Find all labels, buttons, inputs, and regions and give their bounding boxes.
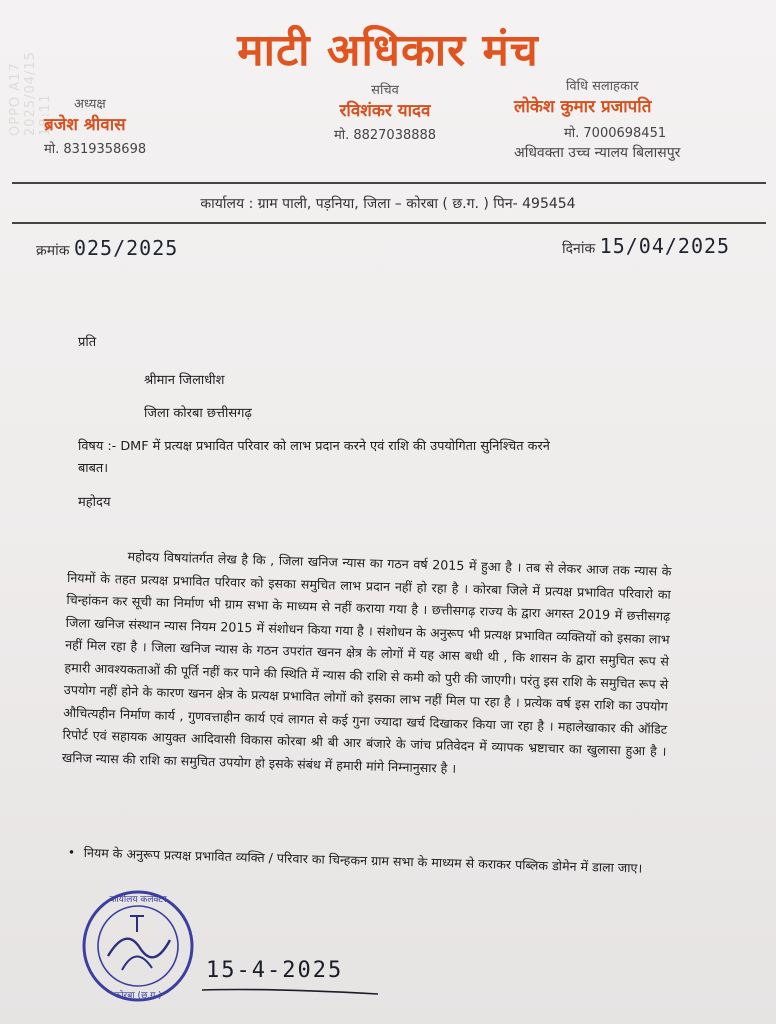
body-paragraph xyxy=(62,544,672,786)
header-divider-bottom xyxy=(12,222,766,224)
reference-number xyxy=(36,236,178,260)
legal-advisor-name: लोकेश कुमार प्रजापति xyxy=(514,97,652,117)
signature-underline-icon xyxy=(200,984,380,1004)
secretary-role: सचिव xyxy=(371,83,399,98)
bullet-icon: • xyxy=(67,844,76,860)
body-text: महोदय विषयांतर्गत लेख है कि , जिला खनिज न्यास का गठन वर्ष 2015 में हुआ है । तब से लेकर आज तक न्यास के नियमों के तहत प्रत्यक्ष प्रभावित परिवार को इसका समुचित लाभ प्रदान नहीं हो रहा है । कोरबा जिले में प्रत्यक्ष प्रभावित परिवारो का चिन्हांकन कर सूची का निर्माण भी ग्राम सभा के माध्यम से नहीं कराया गया है । छत्तीसगढ़ राज्य के द्वारा अगस्त 2019 में छत्तीसगढ़ जिला खनिज संस्थान न्यास नियम 2015 में संशोधन किया गया है । संशोधन के अनुरूप भी प्रत्यक्ष प्रभावित व्यक्तियों को इसका लाभ नहीं मिल रहा है । जिला खनिज न्यास के गठन उपरांत खनन क्षेत्र के लोगों में यह आस बधी थी , कि शासन के द्वारा समुचित रूप से हमारी आवश्यकताओं की पूर्ति नहीं कर पाने की स्थिति में न्यास की राशि से कमी को पुरी की जाएगी। परंतु इस राशि के समुचित रूप से उपयोग नहीं होने के कारण खनन क्षेत्र के प्रत्यक्ष प्रभावित लोगों को इसका लाभ नहीं मिल पा रहा है । प्रत्येक वर्ष इस राशि का उपयोग औचित्यहीन निर्माण कार्य , गुणवत्ताहीन कार्य एवं लागत से कई गुना ज्यादा खर्च दिखाकर किया जा रहा है । महालेखाकार की ऑडिट रिपोर्ट एवं सहायक आयुक्त आदिवासी विकास कोरबा श्री बी आर बंजारे के जांच प्रतिवेदन में व्यापक भ्रष्टाचार का खुलासा हुआ है । खनिज न्यास की राशि का समुचित उपयोग हो इसके संबंध में हमारी मांगे निम्नानुसार है । xyxy=(61,548,672,776)
president-block xyxy=(44,94,146,157)
legal-advisor-note: अधिवक्ता उच्च न्यालय बिलासपुर xyxy=(514,145,681,161)
organization-name: माटी अधिकार मंच xyxy=(237,25,539,76)
addressee-line2: जिला कोरबा छत्तीसगढ़ xyxy=(144,406,252,421)
president-name: ब्रजेश श्रीवास xyxy=(44,115,126,135)
receipt-signature-date: 15-4-2025 xyxy=(206,958,344,983)
legal-advisor-role: विधि सलाहकार xyxy=(566,79,639,94)
secretary-phone: मो. 8827038888 xyxy=(333,128,437,143)
secretary-name: रविशंकर यादव xyxy=(339,101,431,121)
svg-text:कोरबा (छ.ग.): कोरबा (छ.ग.) xyxy=(114,991,162,1001)
addressee-to: प्रति xyxy=(78,335,97,350)
camera-watermark: OPPO A17 2025/04/15 18:11 xyxy=(8,51,53,136)
reference-date-label: दिनांक xyxy=(562,241,596,257)
president-role: अध्यक्ष xyxy=(74,97,106,112)
reference-date xyxy=(562,234,730,258)
salutation: महोदय xyxy=(78,495,111,510)
subject-line2: बाबत। xyxy=(78,461,109,476)
reference-number-value: 025/2025 xyxy=(73,236,179,260)
legal-advisor-block xyxy=(514,76,744,162)
subject-line1: विषय :- DMF में प्रत्यक्ष प्रभावित परिवार को लाभ प्रदान करने एवं राशि की उपयोगिता सुनिश्चित करने xyxy=(78,439,550,454)
legal-advisor-phone: मो. 7000698451 xyxy=(564,126,667,141)
svg-text:कार्यालय कलेक्टर: कार्यालय कलेक्टर xyxy=(109,895,167,905)
office-address: कार्यालय : ग्राम पाली, पड़निया, जिला – कोरबा ( छ.ग. ) पिन- 495454 xyxy=(200,196,576,212)
demand-item-text: नियम के अनुरूप प्रत्यक्ष प्रभावित व्यक्ति / परिवार का चिन्हकन ग्राम सभा के माध्यम से कराकर पब्लिक डोमेन में डाला जाए। xyxy=(83,844,643,876)
secretary-block xyxy=(310,80,460,143)
reference-date-value: 15/04/2025 xyxy=(599,234,731,258)
addressee-line1: श्रीमान जिलाधीश xyxy=(144,373,225,388)
header-divider-top xyxy=(12,182,766,184)
demand-item xyxy=(67,842,673,880)
reference-number-label: क्रमांक xyxy=(36,243,70,259)
receipt-seal-icon xyxy=(78,886,198,1006)
president-phone: मो. 8319358698 xyxy=(44,142,147,157)
